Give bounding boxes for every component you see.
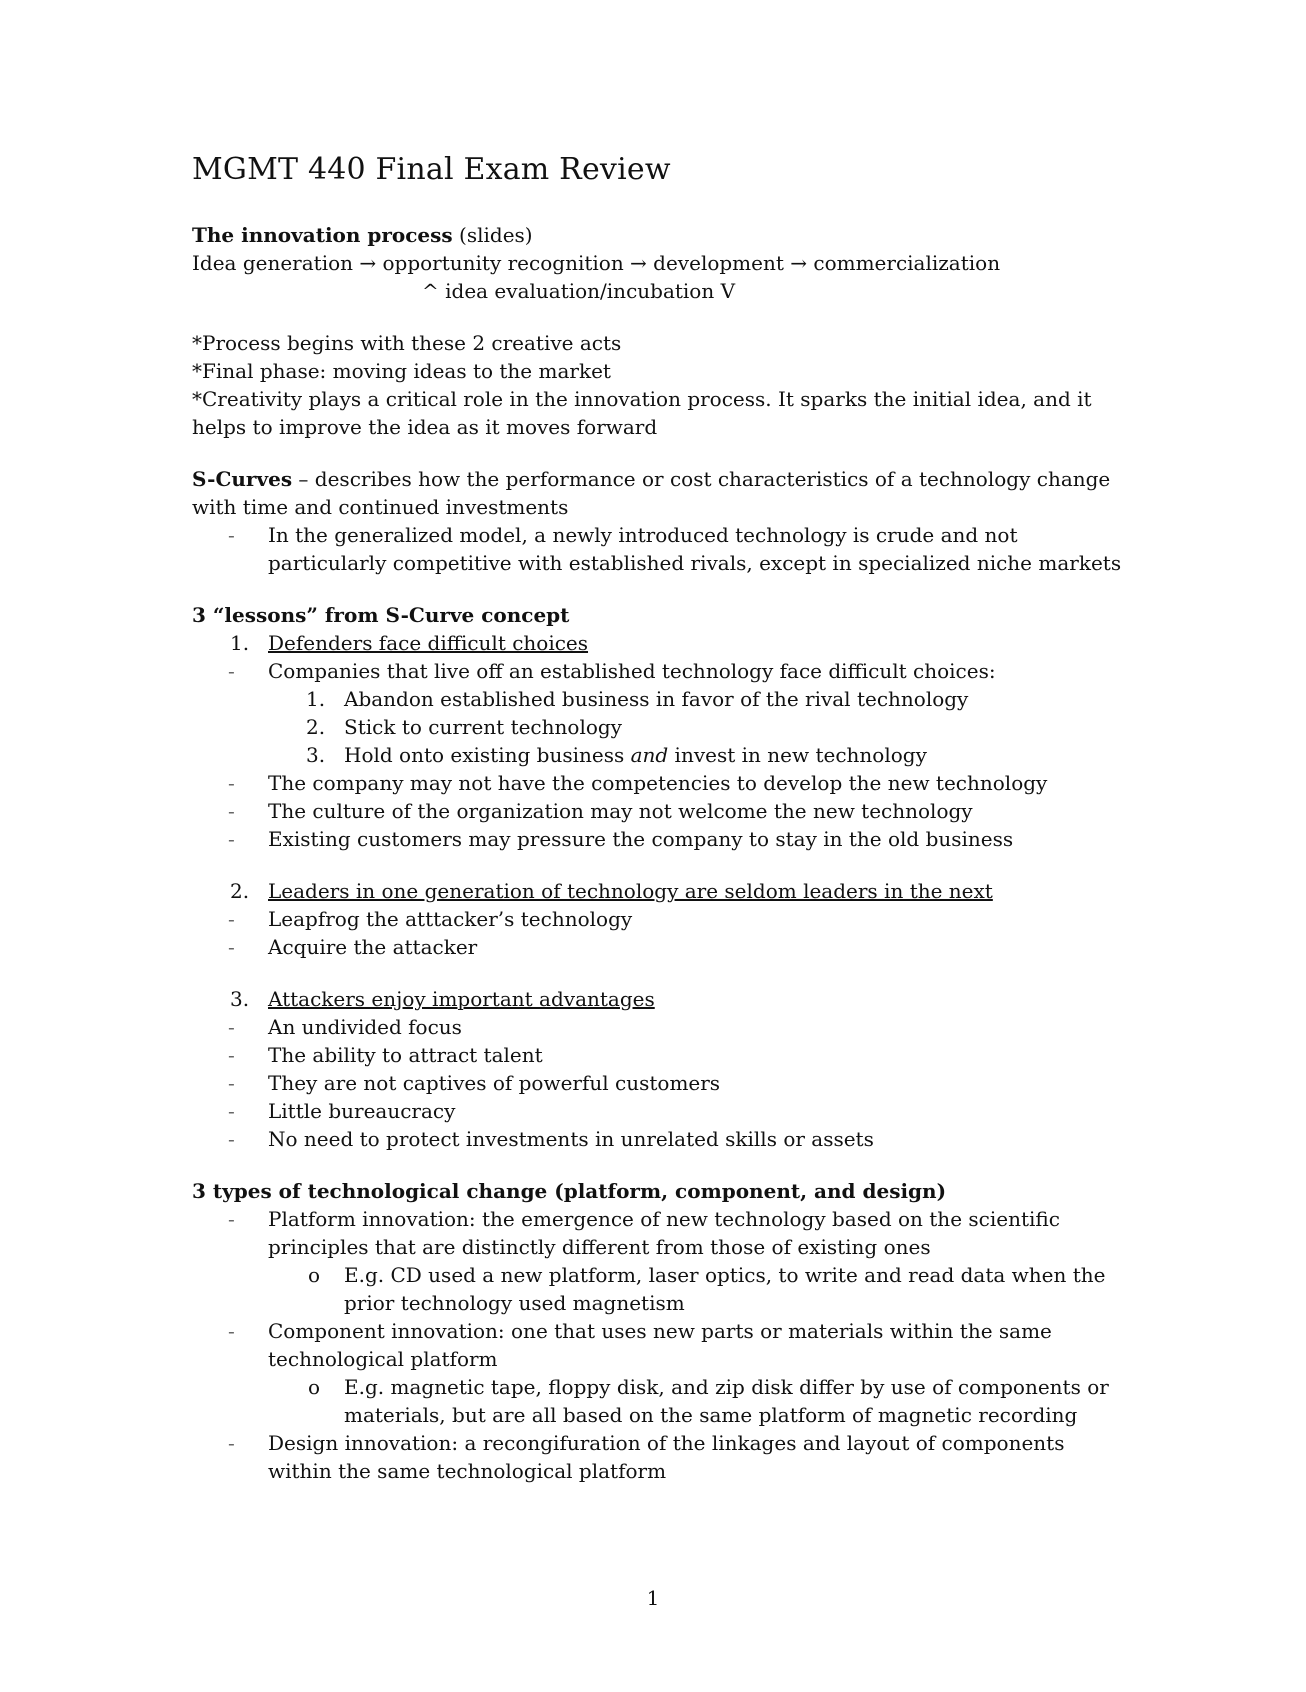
- dash-bullet: -: [228, 827, 235, 851]
- list-item: [192, 1125, 1132, 1153]
- dash-bullet: -: [228, 1207, 235, 1231]
- lesson-3-title: Attackers enjoy important advantages: [268, 987, 655, 1011]
- scurves-heading: S-Curves: [192, 467, 293, 491]
- bullet-text: Leapfrog the atttacker’s technology: [268, 907, 633, 931]
- innovation-section: [192, 221, 1132, 441]
- dash-bullet: -: [228, 659, 235, 683]
- dash-bullet: -: [228, 1099, 235, 1123]
- dash-bullet: -: [228, 907, 235, 931]
- innovation-heading: The innovation process: [192, 223, 453, 247]
- list-item: [192, 1429, 1132, 1485]
- dash-bullet: -: [228, 1319, 235, 1343]
- types-heading: 3 types of technological change (platform, component, and design): [192, 1179, 947, 1203]
- page-title: MGMT 440 Final Exam Review: [192, 152, 671, 187]
- list-number: 2.: [230, 879, 250, 903]
- component-text: Component innovation: one that uses new parts or materials within the same technological platform: [268, 1319, 1052, 1371]
- dash-bullet: -: [228, 799, 235, 823]
- list-item: [192, 1041, 1132, 1069]
- list-item: [192, 1373, 1132, 1429]
- bullet-text: Little bureaucracy: [268, 1099, 456, 1123]
- dash-bullet: -: [228, 935, 235, 959]
- lessons-heading: 3 “lessons” from S-Curve concept: [192, 603, 570, 627]
- choice-text: Stick to current technology: [344, 715, 622, 739]
- list-item: [192, 933, 1132, 961]
- list-number: 3.: [230, 987, 250, 1011]
- bullet-text: Existing customers may pressure the company to stay in the old business: [268, 827, 1014, 851]
- list-number: 2.: [306, 715, 326, 739]
- lesson-1-intro: Companies that live off an established technology face difficult choices:: [268, 659, 996, 683]
- list-item: [192, 797, 1132, 825]
- list-item: [192, 825, 1132, 853]
- list-item: [192, 905, 1132, 933]
- choice-text: Abandon established business in favor of the rival technology: [344, 687, 969, 711]
- innovation-heading-note: (slides): [452, 223, 533, 247]
- scurves-definition-line: [192, 465, 1132, 521]
- page-number: 1: [646, 1586, 660, 1610]
- innovation-note: *Creativity plays a critical role in the innovation process. It sparks the initial idea, and it helps to improve the idea as it moves forward: [192, 387, 1098, 439]
- list-item: [192, 741, 1132, 769]
- innovation-flow: Idea generation → opportunity recognition → development → commercialization: [192, 251, 1001, 275]
- scurves-bullet: In the generalized model, a newly introduced technology is crude and not particularly competitive with established rivals, except in specialized niche markets: [268, 523, 1122, 575]
- platform-example: E.g. CD used a new platform, laser optics, to write and read data when the prior technology used magnetism: [344, 1263, 1106, 1315]
- component-example: E.g. magnetic tape, floppy disk, and zip disk differ by use of components or materials, but are all based on the same platform of magnetic recording: [344, 1375, 1109, 1427]
- lesson-title-item: [192, 629, 1132, 657]
- lesson-2-title: Leaders in one generation of technology are seldom leaders in the next: [268, 879, 993, 903]
- dash-bullet: -: [228, 1043, 235, 1067]
- choice-text-em: and: [630, 743, 669, 767]
- dash-bullet: -: [228, 1015, 235, 1039]
- choice-text-post: invest in new technology: [668, 743, 927, 767]
- list-item: [192, 521, 1132, 577]
- design-text: Design innovation: a recongifuration of the linkages and layout of components within the same technological platform: [268, 1431, 1065, 1483]
- bullet-text: An undivided focus: [268, 1015, 462, 1039]
- list-item: [192, 1261, 1132, 1317]
- list-item: [192, 769, 1132, 797]
- innovation-flow-sub: ^ idea evaluation/incubation V: [422, 279, 736, 303]
- innovation-note: *Process begins with these 2 creative acts: [192, 331, 622, 355]
- types-section: [192, 1177, 1132, 1485]
- lessons-section: [192, 601, 1132, 1153]
- lesson-title-item: [192, 877, 1132, 905]
- circle-bullet: o: [308, 1375, 321, 1399]
- page-content: [192, 152, 1132, 1485]
- scurves-definition: – describes how the performance or cost characteristics of a technology change with time and continued investments: [192, 467, 1117, 519]
- list-item: [192, 1069, 1132, 1097]
- list-item: [192, 1205, 1132, 1261]
- choice-text-pre: Hold onto existing business: [344, 743, 631, 767]
- bullet-text: The culture of the organization may not welcome the new technology: [268, 799, 973, 823]
- list-item: [192, 1097, 1132, 1125]
- lesson-1-title: Defenders face difficult choices: [268, 631, 589, 655]
- list-item: [192, 657, 1132, 685]
- list-number: 1.: [230, 631, 250, 655]
- list-item: [192, 685, 1132, 713]
- list-number: 1.: [306, 687, 326, 711]
- list-item: [192, 1317, 1132, 1373]
- dash-bullet: -: [228, 1431, 235, 1455]
- bullet-text: No need to protect investments in unrelated skills or assets: [268, 1127, 874, 1151]
- innovation-heading-line: [192, 221, 1132, 249]
- bullet-text: Acquire the attacker: [268, 935, 478, 959]
- bullet-text: The company may not have the competencies to develop the new technology: [268, 771, 1048, 795]
- dash-bullet: -: [228, 771, 235, 795]
- platform-text: Platform innovation: the emergence of new technology based on the scientific principles that are distinctly different from those of existing ones: [268, 1207, 1060, 1259]
- list-item: [192, 713, 1132, 741]
- list-number: 3.: [306, 743, 326, 767]
- list-item: [192, 1013, 1132, 1041]
- circle-bullet: o: [308, 1263, 321, 1287]
- scurves-section: [192, 465, 1132, 577]
- lesson-title-item: [192, 985, 1132, 1013]
- dash-bullet: -: [228, 523, 235, 547]
- bullet-text: They are not captives of powerful customers: [268, 1071, 721, 1095]
- bullet-text: The ability to attract talent: [268, 1043, 543, 1067]
- dash-bullet: -: [228, 1071, 235, 1095]
- innovation-note: *Final phase: moving ideas to the market: [192, 359, 611, 383]
- dash-bullet: -: [228, 1127, 235, 1151]
